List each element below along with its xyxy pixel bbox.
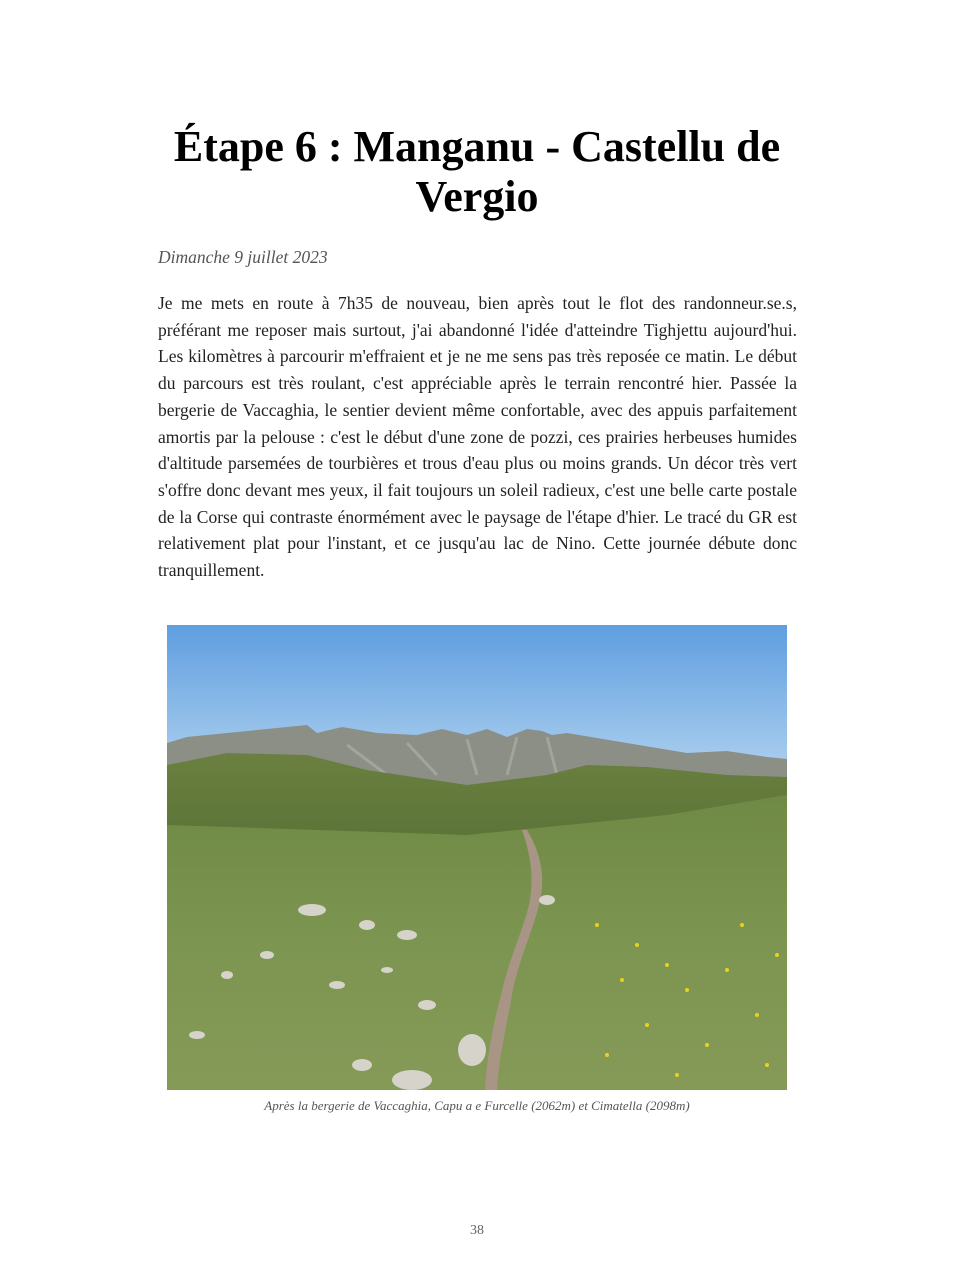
page-title	[120, 122, 834, 222]
photo-caption: Après la bergerie de Vaccaghia, Capu a e Furcelle (2062m) et Cimatella (2098m)	[264, 1098, 690, 1113]
landscape-photo	[167, 625, 787, 1090]
title-line-2: Vergio	[415, 172, 539, 221]
body-paragraph: Je me mets en route à 7h35 de nouveau, bien après tout le flot des randonneur.se.s, préférant me reposer mais surtout, j'ai abandonné l'idée d'atteindre Tighjettu aujourd'hui. Les kilomètres à parcourir m'effraient et je ne me sens pas très reposée ce matin. Le début du parcours est très roulant, c'est appréciable après le terrain rencontré hier. Passée la bergerie de Vaccaghia, le sentier devient même confortable, avec des appuis parfaitement amortis par la pelouse : c'est le début d'une zone de pozzi, ces prairies herbeuses humides d'altitude parsemées de tourbières et trous d'eau plus ou moins grands. Un décor très vert s'offre donc devant mes yeux, il fait toujours un soleil radieux, c'est une belle carte postale de la Corse qui contraste énormément avec le paysage de l'étape d'hier. Le tracé du GR est relativement plat pour l'instant, et ce jusqu'au lac de Nino. Cette journée débute donc tranquillement.	[158, 293, 797, 581]
title-line-1: Étape 6 : Manganu - Castellu de	[173, 122, 781, 171]
page-number: 38	[470, 1223, 484, 1238]
entry-date: Dimanche 9 juillet 2023	[158, 247, 328, 267]
